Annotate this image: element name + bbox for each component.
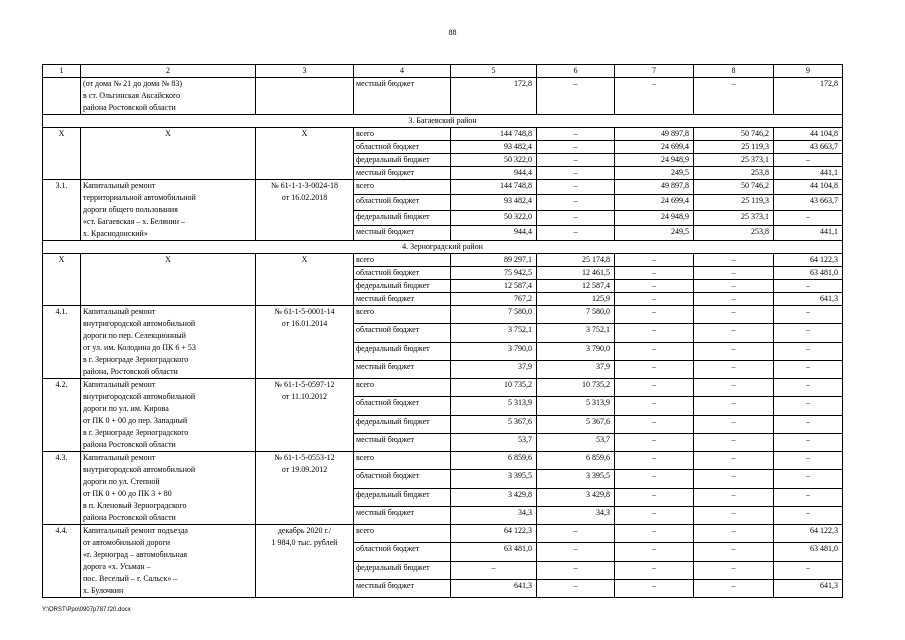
amount-cell: – — [615, 293, 694, 306]
funding-source: федеральный бюджет — [354, 210, 451, 225]
amount-cell: – — [694, 397, 774, 415]
funding-source: местный бюджет — [354, 225, 451, 240]
amount-cell: – — [774, 506, 843, 524]
amount-cell: 44 104,8 — [774, 128, 843, 141]
amount-cell: – — [694, 293, 774, 306]
amount-cell: 53,7 — [537, 433, 615, 451]
amount-cell: 144 748,8 — [451, 128, 537, 141]
row-number: 4.4. — [43, 525, 81, 598]
cell-line: от ПК 0 + 00 до ПК 3 + 80 — [83, 489, 172, 498]
amount-cell: – — [774, 415, 843, 433]
amount-cell: – — [694, 488, 774, 506]
funding-source: местный бюджет — [354, 579, 451, 597]
object-name — [81, 306, 256, 379]
amount-cell: 93 482,4 — [451, 195, 537, 210]
funding-source: местный бюджет — [354, 433, 451, 451]
funding-source: областной бюджет — [354, 195, 451, 210]
amount-cell: 34,3 — [537, 506, 615, 524]
amount-cell: 3 429,8 — [537, 488, 615, 506]
amount-cell: – — [774, 210, 843, 225]
amount-cell: – — [694, 360, 774, 378]
amount-cell: 43 663,7 — [774, 195, 843, 210]
amount-cell: – — [537, 78, 615, 115]
amount-cell: – — [694, 433, 774, 451]
amount-cell: – — [537, 525, 615, 543]
cell-line: Капитальный ремонт — [83, 181, 156, 190]
cell-line: в п. Кленовый Зерноградского — [83, 501, 187, 510]
amount-cell: 249,5 — [615, 225, 694, 240]
amount-cell: 44 104,8 — [774, 180, 843, 195]
funding-source: местный бюджет — [354, 167, 451, 180]
cell-line: внутригородской автомобильной — [83, 392, 196, 401]
table-row — [43, 306, 843, 324]
amount-cell: 3 790,0 — [537, 342, 615, 360]
amount-cell: – — [615, 506, 694, 524]
amount-cell: 5 367,6 — [451, 415, 537, 433]
amount-cell: – — [694, 470, 774, 488]
table-row — [43, 379, 843, 397]
amount-cell: – — [615, 488, 694, 506]
page-number: 88 — [448, 28, 457, 37]
amount-cell: – — [774, 379, 843, 397]
object-name — [81, 525, 256, 598]
column-number-header: 1 — [43, 65, 81, 78]
amount-cell: 7 580,0 — [451, 306, 537, 324]
funding-source: областной бюджет — [354, 141, 451, 154]
amount-cell: – — [537, 180, 615, 195]
amount-cell: – — [694, 379, 774, 397]
cell-line: района Ростовской области — [83, 103, 176, 112]
amount-cell: – — [615, 397, 694, 415]
amount-cell: – — [615, 78, 694, 115]
amount-cell: – — [694, 254, 774, 267]
amount-cell: 12 587,4 — [537, 280, 615, 293]
amount-cell: – — [694, 543, 774, 561]
amount-cell: 93 482,4 — [451, 141, 537, 154]
cell-line: X — [165, 255, 171, 264]
amount-cell: 37,9 — [451, 360, 537, 378]
amount-cell: 5 313,9 — [537, 397, 615, 415]
funding-source: всего — [354, 254, 451, 267]
amount-cell: 3 790,0 — [451, 342, 537, 360]
amount-cell: – — [615, 324, 694, 342]
funding-source: всего — [354, 525, 451, 543]
cell-line: X — [301, 129, 308, 138]
cell-line: в г. Зернограде Зерноградского — [83, 428, 189, 437]
cell-line: от автомобильной дороги — [83, 538, 171, 547]
amount-cell: 63 481,0 — [774, 543, 843, 561]
funding-source: всего — [354, 379, 451, 397]
amount-cell: 50 322,0 — [451, 210, 537, 225]
amount-cell: 64 122,3 — [774, 254, 843, 267]
cell-line: от ПК 0 + 00 до пер. Западный — [83, 416, 188, 425]
funding-source: местный бюджет — [354, 360, 451, 378]
amount-cell: – — [537, 210, 615, 225]
amount-cell: 641,3 — [774, 293, 843, 306]
amount-cell: 3 429,8 — [451, 488, 537, 506]
amount-cell: 50 322,0 — [451, 154, 537, 167]
funding-source: всего — [354, 180, 451, 195]
amount-cell: 63 481,0 — [774, 267, 843, 280]
amount-cell: 3 752,1 — [537, 324, 615, 342]
amount-cell: – — [615, 267, 694, 280]
amount-cell: – — [774, 452, 843, 470]
funding-source: федеральный бюджет — [354, 561, 451, 579]
cell-line: дорога «х. Усьман – — [83, 562, 151, 571]
cell-line: от 11.10.2012 — [281, 392, 328, 401]
cell-line: № 61-1-5-0001-14 — [274, 307, 335, 316]
amount-cell: – — [615, 342, 694, 360]
row-number: X — [43, 254, 81, 306]
funding-source: всего — [354, 128, 451, 141]
cell-line: х. Краснодонский» — [83, 229, 148, 238]
amount-cell: 125,9 — [537, 293, 615, 306]
amount-cell: 25 373,1 — [694, 210, 774, 225]
cell-line: X — [165, 129, 171, 138]
table-row — [43, 254, 843, 267]
cell-line: Капитальный ремонт — [83, 453, 156, 462]
amount-cell: – — [615, 543, 694, 561]
object-name — [81, 78, 256, 115]
amount-cell: – — [537, 225, 615, 240]
funding-source: федеральный бюджет — [354, 488, 451, 506]
cell-line: от 19.09.2012 — [281, 465, 328, 474]
cell-line: Капитальный ремонт — [83, 307, 156, 316]
section-title: 4. Зерноградский район — [43, 241, 843, 254]
amount-cell: 3 395,5 — [451, 470, 537, 488]
amount-cell: – — [774, 470, 843, 488]
amount-cell: 6 859,6 — [537, 452, 615, 470]
amount-cell: – — [694, 525, 774, 543]
row-number: 4.2. — [43, 379, 81, 452]
table-row — [43, 180, 843, 195]
amount-cell: 12 461,5 — [537, 267, 615, 280]
cell-line: территориальной автомобильной — [83, 193, 196, 202]
amount-cell: – — [615, 379, 694, 397]
cell-line: х. Булочкин — [83, 586, 124, 595]
row-number: 4.3. — [43, 452, 81, 525]
cell-line: в ст. Ольгинская Аксайского — [83, 91, 181, 100]
funding-source: федеральный бюджет — [354, 342, 451, 360]
amount-cell: – — [694, 78, 774, 115]
amount-cell: – — [774, 324, 843, 342]
amount-cell: 6 859,6 — [451, 452, 537, 470]
amount-cell: 172,8 — [774, 78, 843, 115]
amount-cell: – — [615, 561, 694, 579]
funding-source: областной бюджет — [354, 470, 451, 488]
file-path-footer: Y:\ORST\Ppo\0907p787.f20.docx — [42, 607, 131, 613]
amount-cell: – — [537, 561, 615, 579]
amount-cell: – — [615, 415, 694, 433]
cell-line: от ул. им. Колодина до ПК 6 + 53 — [83, 343, 196, 352]
amount-cell: 3 395,5 — [537, 470, 615, 488]
amount-cell: – — [774, 488, 843, 506]
amount-cell: – — [774, 154, 843, 167]
amount-cell: – — [615, 525, 694, 543]
funding-source: областной бюджет — [354, 397, 451, 415]
object-name — [81, 452, 256, 525]
object-name — [81, 379, 256, 452]
amount-cell: – — [774, 360, 843, 378]
amount-cell: 63 481,0 — [451, 543, 537, 561]
amount-cell: – — [537, 128, 615, 141]
amount-cell: – — [694, 267, 774, 280]
amount-cell: 441,1 — [774, 225, 843, 240]
amount-cell: 944,4 — [451, 225, 537, 240]
cell-line: от 16.02.2018 — [281, 193, 328, 202]
amount-cell: 5 313,9 — [451, 397, 537, 415]
cell-line: района Ростовской области — [83, 440, 176, 449]
amount-cell: 53,7 — [451, 433, 537, 451]
amount-cell: 89 297,1 — [451, 254, 537, 267]
amount-cell: – — [615, 254, 694, 267]
amount-cell: – — [694, 561, 774, 579]
amount-cell: – — [537, 167, 615, 180]
amount-cell: 10 735,2 — [537, 379, 615, 397]
table-row — [43, 128, 843, 141]
funding-source: областной бюджет — [354, 543, 451, 561]
amount-cell: – — [774, 433, 843, 451]
amount-cell: – — [694, 342, 774, 360]
table-row — [43, 78, 843, 115]
amount-cell: 767,2 — [451, 293, 537, 306]
amount-cell: – — [615, 470, 694, 488]
amount-cell: 64 122,3 — [451, 525, 537, 543]
funding-source: федеральный бюджет — [354, 280, 451, 293]
cell-line: пос. Веселый – г. Сальск» – — [83, 574, 178, 583]
amount-cell: – — [537, 543, 615, 561]
column-number-header: 3 — [256, 65, 354, 78]
amount-cell: 441,1 — [774, 167, 843, 180]
amount-cell: 64 122,3 — [774, 525, 843, 543]
amount-cell: 34,3 — [451, 506, 537, 524]
section-title: 3. Багаевский район — [43, 115, 843, 128]
amount-cell: 37,9 — [537, 360, 615, 378]
amount-cell: 75 942,5 — [451, 267, 537, 280]
amount-cell: 24 948,9 — [615, 154, 694, 167]
cell-line: в г. Зернограде Зерноградского — [83, 355, 189, 364]
amount-cell: 172,8 — [451, 78, 537, 115]
amount-cell: 49 897,8 — [615, 128, 694, 141]
funding-source: всего — [354, 306, 451, 324]
amount-cell: 50 746,2 — [694, 128, 774, 141]
amount-cell: – — [774, 561, 843, 579]
amount-cell: 49 897,8 — [615, 180, 694, 195]
budget-table — [42, 64, 843, 598]
amount-cell: 144 748,8 — [451, 180, 537, 195]
amount-cell: 944,4 — [451, 167, 537, 180]
amount-cell: 25 174,8 — [537, 254, 615, 267]
amount-cell: 7 580,0 — [537, 306, 615, 324]
header-row — [43, 65, 843, 78]
amount-cell: 249,5 — [615, 167, 694, 180]
document-cell — [256, 306, 354, 379]
document-cell — [256, 78, 354, 115]
row-number — [43, 78, 81, 115]
row-number: 3.1. — [43, 180, 81, 241]
amount-cell: – — [615, 433, 694, 451]
amount-cell: – — [537, 195, 615, 210]
amount-cell: 641,3 — [451, 579, 537, 597]
cell-line: дороги по ул. Степной — [83, 477, 160, 486]
object-name — [81, 180, 256, 241]
column-number-header: 8 — [694, 65, 774, 78]
amount-cell: 12 587,4 — [451, 280, 537, 293]
amount-cell: 50 746,2 — [694, 180, 774, 195]
amount-cell: – — [451, 561, 537, 579]
column-number-header: 2 — [81, 65, 256, 78]
row-number: 4.1. — [43, 306, 81, 379]
amount-cell: 43 663,7 — [774, 141, 843, 154]
column-number-header: 4 — [354, 65, 451, 78]
funding-source: местный бюджет — [354, 293, 451, 306]
amount-cell: 5 367,6 — [537, 415, 615, 433]
funding-source: местный бюджет — [354, 506, 451, 524]
amount-cell: – — [694, 452, 774, 470]
cell-line: X — [301, 255, 308, 264]
document-cell — [256, 254, 354, 306]
cell-line: от 16.01.2014 — [281, 319, 328, 328]
amount-cell: 25 119,3 — [694, 141, 774, 154]
amount-cell: – — [774, 342, 843, 360]
funding-source: местный бюджет — [354, 78, 451, 115]
amount-cell: 10 735,2 — [451, 379, 537, 397]
amount-cell: – — [694, 415, 774, 433]
amount-cell: 24 948,9 — [615, 210, 694, 225]
table-row — [43, 452, 843, 470]
document-cell — [256, 379, 354, 452]
cell-line: № 61-1-5-0553-12 — [274, 453, 335, 462]
amount-cell: – — [774, 306, 843, 324]
funding-source: всего — [354, 452, 451, 470]
section-row — [43, 241, 843, 254]
cell-line: района Ростовской области — [83, 513, 176, 522]
cell-line: внутригородской автомобильной — [83, 465, 196, 474]
cell-line: Капитальный ремонт — [83, 380, 156, 389]
cell-line: «г. Зерноград – автомобильная — [83, 550, 188, 559]
column-number-header: 7 — [615, 65, 694, 78]
column-number-header: 9 — [774, 65, 843, 78]
cell-line: (от дома № 21 до дома № 83) — [83, 79, 183, 88]
cell-line: внутригородской автомобильной — [83, 319, 196, 328]
amount-cell: – — [537, 579, 615, 597]
cell-line: № 61-1-5-0597-12 — [274, 380, 335, 389]
cell-line: Капитальный ремонт подъезда — [83, 526, 188, 535]
amount-cell: – — [537, 154, 615, 167]
amount-cell: – — [615, 306, 694, 324]
cell-line: дороги по ул. им. Кирова — [83, 404, 169, 413]
cell-line: дороги общего пользования — [83, 205, 178, 214]
amount-cell: – — [774, 397, 843, 415]
cell-line: декабрь 2020 г./ — [277, 526, 332, 535]
amount-cell: 253,8 — [694, 225, 774, 240]
amount-cell: 641,3 — [774, 579, 843, 597]
amount-cell: – — [694, 506, 774, 524]
amount-cell: – — [694, 324, 774, 342]
table-row — [43, 525, 843, 543]
amount-cell: – — [615, 452, 694, 470]
row-number: X — [43, 128, 81, 180]
amount-cell: 3 752,1 — [451, 324, 537, 342]
cell-line: дороги по пер. Селекционный — [83, 331, 186, 340]
object-name — [81, 254, 256, 306]
amount-cell: – — [615, 280, 694, 293]
amount-cell: 24 699,4 — [615, 141, 694, 154]
column-number-header: 6 — [537, 65, 615, 78]
amount-cell: 253,8 — [694, 167, 774, 180]
amount-cell: – — [615, 360, 694, 378]
document-cell — [256, 180, 354, 241]
object-name — [81, 128, 256, 180]
cell-line: № 61-1-1-3-0024-18 — [271, 181, 338, 190]
cell-line: 1 984,0 тыс. рублей — [271, 538, 338, 547]
amount-cell: – — [694, 280, 774, 293]
funding-source: областной бюджет — [354, 324, 451, 342]
amount-cell: – — [694, 306, 774, 324]
cell-line: «ст. Багаевская – х. Белянин – — [83, 217, 185, 226]
section-row — [43, 115, 843, 128]
document-cell — [256, 128, 354, 180]
amount-cell: – — [774, 280, 843, 293]
amount-cell: 25 373,1 — [694, 154, 774, 167]
amount-cell: 25 119,3 — [694, 195, 774, 210]
cell-line: района, Ростовской области — [83, 367, 178, 376]
document-cell — [256, 525, 354, 598]
funding-source: федеральный бюджет — [354, 154, 451, 167]
amount-cell: – — [537, 141, 615, 154]
column-number-header: 5 — [451, 65, 537, 78]
amount-cell: – — [694, 579, 774, 597]
funding-source: областной бюджет — [354, 267, 451, 280]
document-cell — [256, 452, 354, 525]
amount-cell: – — [615, 579, 694, 597]
amount-cell: 24 699,4 — [615, 195, 694, 210]
funding-source: федеральный бюджет — [354, 415, 451, 433]
